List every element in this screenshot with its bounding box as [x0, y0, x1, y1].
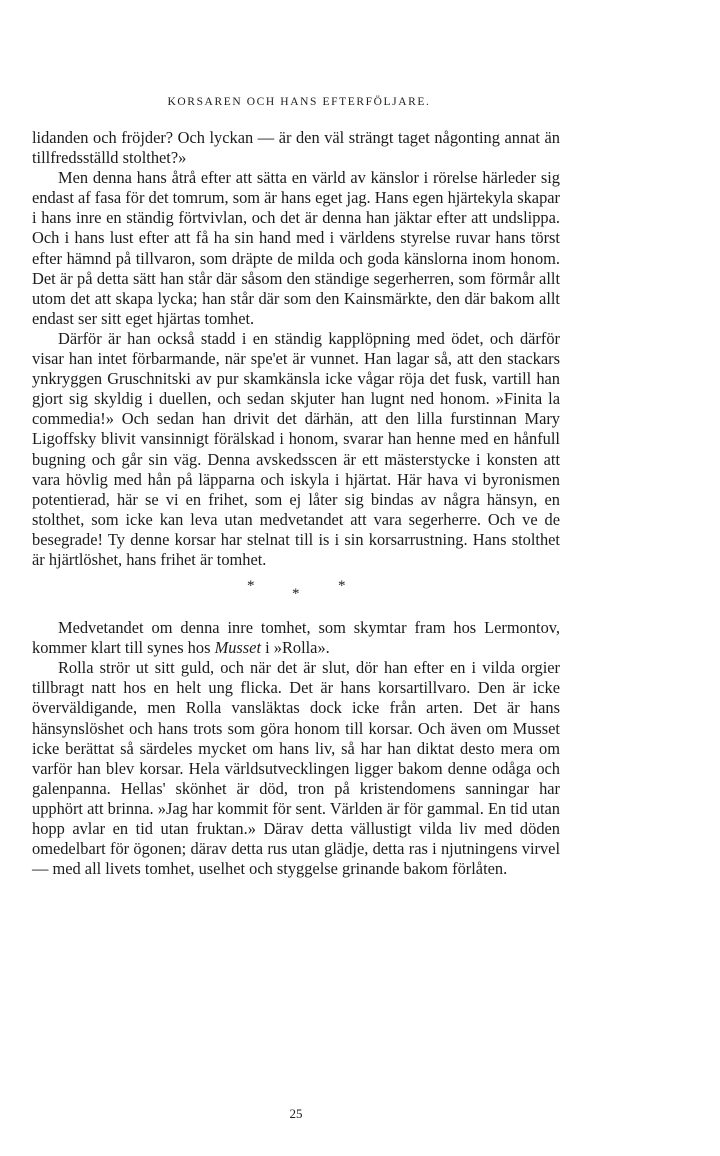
book-page — [32, 96, 560, 1121]
author-name-italic: Musset — [214, 638, 261, 658]
separator-star: * — [292, 586, 300, 603]
page-number: 25 — [289, 1106, 303, 1121]
separator-star: * — [338, 578, 346, 595]
paragraph-5: Rolla strör ut sitt guld, och när det är slut, dör han efter en i vilda orgier tillbragt natt hos en helt ung flicka. Det är hans korsartillvaro. Den är icke överväldigande, men Rolla vansläktas dock icke från arten. Det är hans hänsynslöshet och hans trots som göra honom till korsar. Och även om Musset icke berättat så särdeles mycket om hans liv, så har han diktat desto mera om varför han blev korsar. Hela världsutvecklingen ligger bakom denne odåga och galenpanna. Hellas' skönhet är död, tron på kristendomens sanningar har upphört att brinna. »Jag har kommit för sent. Världen är för gammal. En tid utan hopp avlar en tid utan fruktan.» Därav detta vällustigt vilda liv med döden omedelbart för ögonen; därav detta rus utan glädje, detta ras i njutningens virvel — med all livets tomhet, uselhet och styggelse grinande bakom förlåten. — [32, 658, 560, 879]
paragraph-1: lidanden och fröjder? Och lyckan — är den väl strängt taget någonting annat än tillfredsställd stolthet?» — [32, 128, 560, 168]
paragraph-4-text: Medvetandet om denna inre tomhet, som skymtar fram hos Lermontov, kommer klart till synes hos — [32, 618, 560, 658]
paragraph-4 — [32, 618, 560, 658]
paragraph-3: Därför är han också stadd i en ständig kapplöpning med ödet, och därför visar han intet förbarmande, när spe'et är vunnet. Han lagar så, att den stackars ynkryggen Gruschnitski av pur skamkänsla icke vågar röja det fusk, vartill han gjort sig skyldig i duellen, och sedan skjuter han lugnt ned honom. »Finita la commedia!» Och sedan han drivit det därhän, att den lilla furstinnan Mary Ligoffsky blivit vansinnigt förälskad i honom, svarar han henne med en hånfull bugning och går sin väg. Denna avskedsscen är ett mästerstycke i konsten att vara hövlig med hån på läpparna och iskyla i hjärtat. Här hava vi byronismen potentierad, här se vi en frihet, som ej låter sig bindas av några hänsyn, en stolthet, som icke kan leva utan medvetandet att vara segerherre. Och ve de besegrade! Ty denne korsar har stelnat till is i sin korsarrustning. Hans stolthet är hjärtlöshet, hans frihet är tomhet. — [32, 328, 560, 569]
paragraph-2: Men denna hans åtrå efter att sätta en värld av känslor i rörelse härleder sig endast af fasa för det tomrum, som är hans eget jag. Hans egen hjärtekyla skapar i hans inre en ständig förtvivlan, och det är denna han jäktar efter att undslippa. Och i hans lust efter att få ha sin hand med i världens styrelse ruvar hans törst efter hämnd på tillvaron, som dräpte de milda och goda känslorna inom honom. Det är på detta sätt han står där såsom den ständige segerherren, som förmår allt utom det att skapa lycka; han står där som den Kainsmärkte, den där bakom allt endast ser sitt eget hjärtas tomhet. — [32, 168, 560, 328]
section-separator — [32, 572, 560, 612]
separator-star: * — [247, 578, 255, 595]
paragraph-4-text-end: i »Rolla». — [261, 638, 330, 658]
running-head: KORSAREN OCH HANS EFTERFÖLJARE. — [167, 96, 431, 108]
